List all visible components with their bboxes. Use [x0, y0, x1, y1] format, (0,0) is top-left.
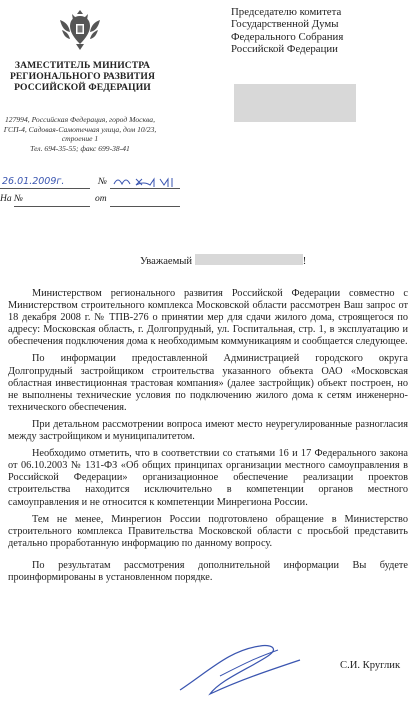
reply-from-label: от [95, 194, 107, 204]
address-line-3: строение 1 [61, 134, 99, 143]
reply-date-underline [110, 206, 180, 207]
coat-of-arms-emblem [58, 6, 102, 52]
recipient-line-2: Государственной Думы [231, 18, 339, 31]
greeting-prefix: Уважаемый [140, 256, 193, 267]
ministry-line-2: РЕГИОНАЛЬНОГО РАЗВИТИЯ [9, 71, 156, 82]
paragraph-6: По результатам рассмотрения дополнительной информации Вы будете проинформированы в установленном порядке. [8, 559, 408, 583]
reply-number-underline [14, 206, 90, 207]
ministry-line-3: РОССИЙСКОЙ ФЕДЕРАЦИИ [14, 82, 151, 93]
outgoing-date: 26.01.2009г. [2, 176, 65, 187]
paragraph-1: Министерством регионального развития Российской Федерации совместно с Министерством строительного комплекса Московской области рассмотрен Ваш запрос от 18 декабря 2008 г. № ТПВ-276 о принятии мер для сдачи жилого дома, строящегося по адресу: Московская область, г. Долгопрудный, ул. Госпитальная, стр. 1, в эксплуатацию и обеспечения подключения дома к необходимым коммуникациям и сообщается следующее. [8, 288, 408, 348]
recipient-line-4: Российской Федерации [231, 42, 338, 55]
paragraph-5: Тем не менее, Минрегион России подготовлено обращение в Министерство строительного комплекса Правительства Московской области с просьбой представить детально проработанную информацию по данному вопросу. [8, 513, 408, 549]
outgoing-number-label: № [98, 177, 107, 187]
greeting [140, 254, 306, 267]
ministry-line-1: ЗАМЕСТИТЕЛЬ МИНИСТРА [14, 60, 151, 71]
paragraph-2: По информации предоставленной Администрацией городского округа Долгопрудный застройщиком строительства указанного объекта ОАО «Московская областная инвестиционная трастовая компания» (далее застройщик) объект построен, но не выполнены технические условия по подключению жилого дома к сетям инженерно-технического обеспечения. [8, 353, 408, 413]
recipient-block [231, 6, 406, 55]
number-underline [110, 188, 180, 189]
redacted-addressee-name [195, 254, 303, 265]
reply-to-label: На № [0, 194, 23, 204]
address-line-1: 127994, Российская Федерация, город Москва, [4, 115, 155, 124]
recipient-line-1: Председателю комитета [231, 6, 342, 18]
address-line-2: ГСП-4, Садовая-Самотечная улица, дом 10/23, [3, 124, 157, 134]
greeting-suffix: ! [302, 256, 307, 267]
recipient-line-3: Федерального Собрания [231, 30, 344, 43]
redacted-recipient-name [234, 84, 356, 122]
registration-block [0, 176, 200, 208]
paragraph-4: Необходимо отметить, что в соответствии со статьями 16 и 17 Федерального закона от 06.10.2003 № 131-ФЗ «Об общих принципах организации местного самоуправления в Российской Федерации» организационное обеспечение реализации проектов строительства находится исключительно в компетенции органов местного самоуправления и не относится к компетенции Минрегиона России. [8, 448, 408, 508]
paragraph-3: При детальном рассмотрении вопроса имеют место неурегулированные разногласия между застройщиком и муниципалитетом. [8, 418, 408, 443]
handwritten-signature-icon [150, 640, 310, 704]
ministry-header [0, 60, 165, 93]
signatory-name: С.И. Круглик [340, 660, 401, 671]
address-line-4: Тел. 694-35-55; факс 699-38-41 [30, 143, 130, 153]
ministry-address [0, 115, 160, 153]
letter-body [8, 288, 408, 589]
date-underline [0, 188, 90, 189]
